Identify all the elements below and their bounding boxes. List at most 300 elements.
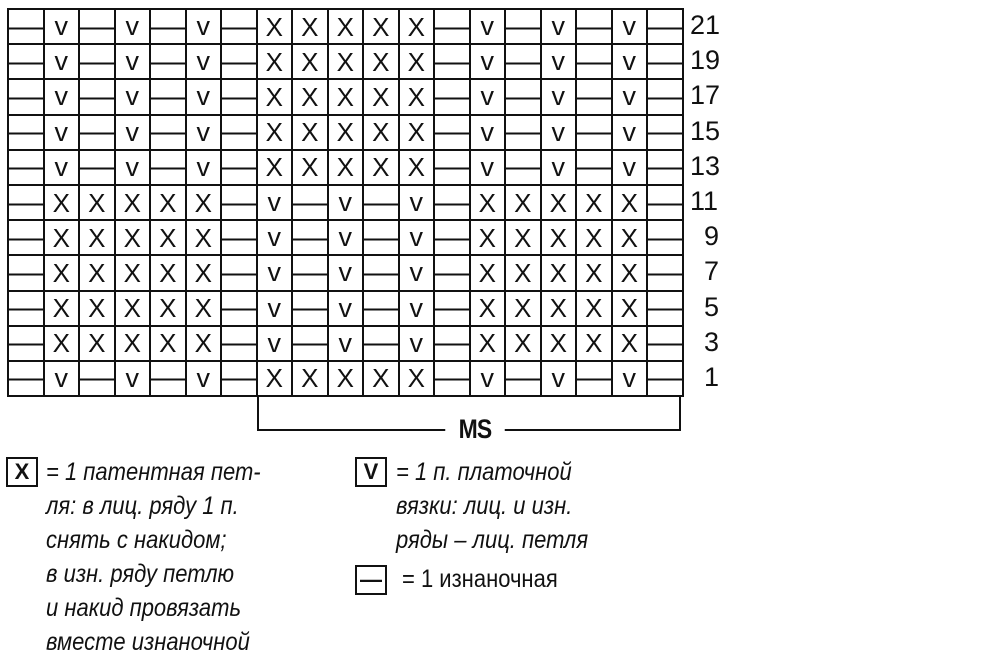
purl-stitch-symbol: — xyxy=(433,150,471,184)
purl-stitch-symbol: — xyxy=(575,150,613,184)
patent-stitch-symbol: X xyxy=(620,328,638,359)
patent-stitch-symbol: X xyxy=(549,222,567,253)
chart-cell-garter-stitch xyxy=(329,327,365,362)
patent-stitch-symbol: X xyxy=(620,222,638,253)
chart-cell-garter-stitch xyxy=(187,10,223,45)
chart-cell-patent-stitch xyxy=(329,80,365,115)
legend-garter-stitch-line-1: = 1 п. платочной xyxy=(396,458,572,486)
garter-stitch-symbol: v xyxy=(551,151,565,182)
garter-stitch-symbol: v xyxy=(267,222,281,253)
chart-cell-purl-stitch xyxy=(151,116,187,151)
purl-stitch-symbol: — xyxy=(504,361,542,395)
patent-stitch-symbol: X xyxy=(52,293,70,324)
chart-cell-purl-stitch xyxy=(80,80,116,115)
chart-cell-garter-stitch xyxy=(400,292,436,327)
chart-cell-patent-stitch xyxy=(506,327,542,362)
chart-cell-patent-stitch xyxy=(151,327,187,362)
chart-cell-garter-stitch xyxy=(613,116,649,151)
chart-cell-purl-stitch xyxy=(364,292,400,327)
purl-stitch-symbol: — xyxy=(78,150,116,184)
chart-cell-garter-stitch xyxy=(45,116,81,151)
chart-cell-patent-stitch xyxy=(364,362,400,397)
patent-stitch-symbol: X xyxy=(549,257,567,288)
patent-stitch-symbol: X xyxy=(585,328,603,359)
chart-cell-patent-stitch xyxy=(364,10,400,45)
legend-patent-stitch-line-1: = 1 патентная пет- xyxy=(46,458,261,486)
chart-cell-patent-stitch xyxy=(258,151,294,186)
garter-stitch-symbol: v xyxy=(54,46,68,77)
chart-cell-garter-stitch xyxy=(116,10,152,45)
chart-cell-purl-stitch xyxy=(222,116,258,151)
row-number: 3 xyxy=(704,326,720,357)
purl-stitch-symbol: — xyxy=(220,9,258,43)
chart-cell-patent-stitch xyxy=(364,45,400,80)
chart-cell-purl-stitch xyxy=(648,292,684,327)
row-number: 17 xyxy=(690,80,721,111)
purl-stitch-symbol: — xyxy=(149,115,187,149)
patent-stitch-symbol: X xyxy=(194,293,212,324)
legend-patent-stitch-line-6: вместе изнаночной xyxy=(46,628,250,656)
patent-stitch-symbol: X xyxy=(407,11,425,42)
patent-stitch-symbol: X xyxy=(265,117,283,148)
patent-stitch-symbol: X xyxy=(407,81,425,112)
garter-stitch-symbol: v xyxy=(409,292,423,323)
chart-cell-purl-stitch xyxy=(435,80,471,115)
patent-stitch-symbol: X xyxy=(514,328,532,359)
chart-cell-garter-stitch xyxy=(116,116,152,151)
row-number: 9 xyxy=(704,221,720,252)
chart-cell-garter-stitch xyxy=(542,362,578,397)
garter-stitch-symbol: v xyxy=(551,11,565,42)
garter-stitch-symbol: v xyxy=(125,151,139,182)
purl-stitch-symbol: — xyxy=(433,79,471,113)
purl-stitch-symbol: — xyxy=(78,79,116,113)
purl-stitch-symbol: — xyxy=(504,44,542,78)
purl-stitch-symbol: — xyxy=(220,220,258,254)
purl-stitch-symbol: — xyxy=(7,115,45,149)
chart-cell-purl-stitch xyxy=(435,116,471,151)
patent-stitch-symbol: X xyxy=(407,363,425,394)
row-number: 19 xyxy=(690,45,721,76)
chart-cell-patent-stitch xyxy=(400,80,436,115)
chart-cell-patent-stitch xyxy=(542,327,578,362)
chart-cell-garter-stitch xyxy=(45,80,81,115)
row-number: 5 xyxy=(704,291,720,322)
purl-stitch-symbol: — xyxy=(78,361,116,395)
patent-stitch-symbol: X xyxy=(336,363,354,394)
purl-stitch-symbol: — xyxy=(291,220,329,254)
purl-stitch-symbol: — xyxy=(433,255,471,289)
row-number: 7 xyxy=(704,256,720,287)
garter-stitch-symbol: v xyxy=(267,292,281,323)
chart-cell-patent-stitch xyxy=(577,256,613,291)
patent-stitch-symbol: X xyxy=(336,152,354,183)
chart-cell-purl-stitch xyxy=(9,256,45,291)
purl-stitch-symbol: — xyxy=(646,255,684,289)
chart-cell-purl-stitch xyxy=(9,151,45,186)
garter-stitch-symbol: v xyxy=(551,46,565,77)
chart-cell-garter-stitch xyxy=(45,151,81,186)
chart-cell-garter-stitch xyxy=(116,80,152,115)
purl-stitch-symbol: — xyxy=(149,9,187,43)
chart-cell-purl-stitch xyxy=(222,362,258,397)
legend-patent-stitch-line-4: в изн. ряду петлю xyxy=(46,560,235,588)
chart-cell-garter-stitch xyxy=(329,256,365,291)
chart-cell-purl-stitch xyxy=(151,362,187,397)
purl-stitch-symbol: — xyxy=(504,115,542,149)
patent-stitch-symbol: X xyxy=(549,187,567,218)
chart-cell-purl-stitch xyxy=(9,221,45,256)
chart-cell-garter-stitch xyxy=(258,221,294,256)
chart-cell-patent-stitch xyxy=(151,221,187,256)
chart-cell-purl-stitch xyxy=(648,256,684,291)
chart-cell-garter-stitch xyxy=(542,10,578,45)
chart-cell-patent-stitch xyxy=(542,186,578,221)
chart-cell-garter-stitch xyxy=(400,221,436,256)
chart-cell-patent-stitch xyxy=(80,327,116,362)
chart-cell-garter-stitch xyxy=(471,116,507,151)
legend-purl-stitch-symbol: — xyxy=(355,565,387,595)
purl-stitch-symbol: — xyxy=(433,185,471,219)
patent-stitch-symbol: X xyxy=(265,81,283,112)
patent-stitch-symbol: X xyxy=(336,11,354,42)
chart-cell-garter-stitch xyxy=(471,10,507,45)
purl-stitch-symbol: — xyxy=(7,185,45,219)
chart-cell-patent-stitch xyxy=(400,45,436,80)
chart-cell-patent-stitch xyxy=(329,116,365,151)
garter-stitch-symbol: v xyxy=(125,81,139,112)
purl-stitch-symbol: — xyxy=(78,44,116,78)
chart-cell-purl-stitch xyxy=(364,256,400,291)
chart-cell-purl-stitch xyxy=(293,292,329,327)
purl-stitch-symbol: — xyxy=(220,79,258,113)
patent-stitch-symbol: X xyxy=(159,293,177,324)
chart-cell-garter-stitch xyxy=(187,80,223,115)
chart-cell-patent-stitch xyxy=(613,186,649,221)
chart-cell-garter-stitch xyxy=(116,362,152,397)
patent-stitch-symbol: X xyxy=(514,222,532,253)
legend-garter-stitch-line-2: вязки: лиц. и изн. xyxy=(396,492,573,520)
garter-stitch-symbol: v xyxy=(196,11,210,42)
chart-cell-purl-stitch xyxy=(648,327,684,362)
patent-stitch-symbol: X xyxy=(123,328,141,359)
patent-stitch-symbol: X xyxy=(52,222,70,253)
purl-stitch-symbol: — xyxy=(646,326,684,360)
legend-purl-stitch-text: = 1 изнаночная xyxy=(402,565,558,593)
legend-garter-stitch-line-3: ряды – лиц. петля xyxy=(396,526,589,554)
patent-stitch-symbol: X xyxy=(52,187,70,218)
chart-cell-purl-stitch xyxy=(506,45,542,80)
chart-cell-patent-stitch xyxy=(151,292,187,327)
chart-cell-garter-stitch xyxy=(400,256,436,291)
chart-cell-purl-stitch xyxy=(577,10,613,45)
pattern-repeat-label: MS xyxy=(445,414,505,445)
chart-cell-purl-stitch xyxy=(577,151,613,186)
patent-stitch-symbol: X xyxy=(372,117,390,148)
patent-stitch-symbol: X xyxy=(372,363,390,394)
garter-stitch-symbol: v xyxy=(196,362,210,393)
patent-stitch-symbol: X xyxy=(301,81,319,112)
chart-cell-purl-stitch xyxy=(222,10,258,45)
patent-stitch-symbol: X xyxy=(372,152,390,183)
chart-cell-purl-stitch xyxy=(435,221,471,256)
chart-cell-purl-stitch xyxy=(577,116,613,151)
purl-stitch-symbol: — xyxy=(7,291,45,325)
chart-cell-patent-stitch xyxy=(45,221,81,256)
garter-stitch-symbol: v xyxy=(196,116,210,147)
legend-patent-stitch-line-3: снять с накидом; xyxy=(46,526,227,554)
patent-stitch-symbol: X xyxy=(407,152,425,183)
chart-cell-patent-stitch xyxy=(258,80,294,115)
chart-cell-purl-stitch xyxy=(577,80,613,115)
chart-cell-patent-stitch xyxy=(471,327,507,362)
patent-stitch-symbol: X xyxy=(88,328,106,359)
chart-cell-patent-stitch xyxy=(45,256,81,291)
patent-stitch-symbol: X xyxy=(585,293,603,324)
chart-cell-purl-stitch xyxy=(435,45,471,80)
chart-cell-patent-stitch xyxy=(542,292,578,327)
purl-stitch-symbol: — xyxy=(220,185,258,219)
purl-stitch-symbol: — xyxy=(575,79,613,113)
patent-stitch-symbol: X xyxy=(301,363,319,394)
garter-stitch-symbol: v xyxy=(409,222,423,253)
chart-cell-patent-stitch xyxy=(293,80,329,115)
legend-patent-stitch-symbol: X xyxy=(6,457,38,487)
chart-cell-purl-stitch xyxy=(648,80,684,115)
garter-stitch-symbol: v xyxy=(480,362,494,393)
chart-cell-patent-stitch xyxy=(613,221,649,256)
chart-cell-patent-stitch xyxy=(293,45,329,80)
chart-cell-garter-stitch xyxy=(542,45,578,80)
chart-cell-garter-stitch xyxy=(258,292,294,327)
patent-stitch-symbol: X xyxy=(88,187,106,218)
chart-cell-purl-stitch xyxy=(80,362,116,397)
chart-cell-garter-stitch xyxy=(542,151,578,186)
chart-cell-purl-stitch xyxy=(506,10,542,45)
purl-stitch-symbol: — xyxy=(646,291,684,325)
purl-stitch-symbol: — xyxy=(646,79,684,113)
row-number: 15 xyxy=(690,115,721,146)
chart-cell-garter-stitch xyxy=(116,151,152,186)
chart-cell-garter-stitch xyxy=(258,256,294,291)
patent-stitch-symbol: X xyxy=(194,328,212,359)
purl-stitch-symbol: — xyxy=(362,255,400,289)
patent-stitch-symbol: X xyxy=(88,257,106,288)
chart-cell-patent-stitch xyxy=(187,256,223,291)
chart-cell-purl-stitch xyxy=(151,45,187,80)
chart-cell-patent-stitch xyxy=(577,327,613,362)
garter-stitch-symbol: v xyxy=(54,116,68,147)
chart-cell-patent-stitch xyxy=(116,186,152,221)
chart-cell-purl-stitch xyxy=(151,80,187,115)
chart-cell-garter-stitch xyxy=(471,45,507,80)
chart-cell-garter-stitch xyxy=(329,221,365,256)
chart-cell-garter-stitch xyxy=(613,45,649,80)
purl-stitch-symbol: — xyxy=(291,255,329,289)
chart-cell-patent-stitch xyxy=(258,45,294,80)
purl-stitch-symbol: — xyxy=(433,44,471,78)
garter-stitch-symbol: v xyxy=(480,151,494,182)
chart-cell-patent-stitch xyxy=(400,151,436,186)
garter-stitch-symbol: v xyxy=(125,46,139,77)
garter-stitch-symbol: v xyxy=(54,362,68,393)
purl-stitch-symbol: — xyxy=(7,361,45,395)
purl-stitch-symbol: — xyxy=(78,9,116,43)
patent-stitch-symbol: X xyxy=(159,257,177,288)
chart-cell-purl-stitch xyxy=(222,45,258,80)
chart-cell-purl-stitch xyxy=(222,186,258,221)
patent-stitch-symbol: X xyxy=(372,46,390,77)
purl-stitch-symbol: — xyxy=(504,79,542,113)
purl-stitch-symbol: — xyxy=(504,150,542,184)
garter-stitch-symbol: v xyxy=(622,362,636,393)
purl-stitch-symbol: — xyxy=(362,326,400,360)
purl-stitch-symbol: — xyxy=(433,220,471,254)
chart-cell-garter-stitch xyxy=(471,151,507,186)
chart-cell-patent-stitch xyxy=(364,151,400,186)
patent-stitch-symbol: X xyxy=(265,46,283,77)
chart-cell-purl-stitch xyxy=(9,10,45,45)
garter-stitch-symbol: v xyxy=(622,151,636,182)
purl-stitch-symbol: — xyxy=(433,361,471,395)
chart-cell-purl-stitch xyxy=(293,327,329,362)
chart-cell-patent-stitch xyxy=(613,327,649,362)
garter-stitch-symbol: v xyxy=(622,46,636,77)
purl-stitch-symbol: — xyxy=(220,326,258,360)
purl-stitch-symbol: — xyxy=(575,361,613,395)
chart-cell-purl-stitch xyxy=(364,221,400,256)
purl-stitch-symbol: — xyxy=(7,326,45,360)
legend-garter-stitch-symbol: V xyxy=(355,457,387,487)
purl-stitch-symbol: — xyxy=(504,9,542,43)
chart-cell-purl-stitch xyxy=(222,151,258,186)
chart-cell-patent-stitch xyxy=(258,116,294,151)
chart-cell-purl-stitch xyxy=(364,186,400,221)
purl-stitch-symbol: — xyxy=(149,44,187,78)
purl-stitch-symbol: — xyxy=(7,220,45,254)
chart-cell-garter-stitch xyxy=(329,292,365,327)
patent-stitch-symbol: X xyxy=(549,293,567,324)
patent-stitch-symbol: X xyxy=(478,222,496,253)
chart-cell-patent-stitch xyxy=(293,10,329,45)
chart-cell-garter-stitch xyxy=(258,327,294,362)
purl-stitch-symbol: — xyxy=(7,255,45,289)
chart-cell-patent-stitch xyxy=(187,327,223,362)
purl-stitch-symbol: — xyxy=(433,291,471,325)
chart-cell-patent-stitch xyxy=(577,221,613,256)
chart-cell-purl-stitch xyxy=(648,10,684,45)
purl-stitch-symbol: — xyxy=(149,150,187,184)
garter-stitch-symbol: v xyxy=(196,46,210,77)
row-number: 21 xyxy=(690,10,721,40)
purl-stitch-symbol: — xyxy=(7,79,45,113)
chart-cell-patent-stitch xyxy=(577,186,613,221)
garter-stitch-symbol: v xyxy=(125,362,139,393)
chart-cell-patent-stitch xyxy=(329,10,365,45)
legend-patent-stitch-line-2: ля: в лиц. ряду 1 п. xyxy=(46,492,239,520)
purl-stitch-symbol: — xyxy=(7,44,45,78)
chart-cell-purl-stitch xyxy=(9,292,45,327)
purl-stitch-symbol: — xyxy=(362,291,400,325)
purl-stitch-symbol: — xyxy=(220,361,258,395)
chart-cell-patent-stitch xyxy=(400,362,436,397)
patent-stitch-symbol: X xyxy=(194,257,212,288)
garter-stitch-symbol: v xyxy=(54,11,68,42)
garter-stitch-symbol: v xyxy=(480,46,494,77)
chart-cell-patent-stitch xyxy=(258,362,294,397)
chart-cell-patent-stitch xyxy=(151,256,187,291)
chart-cell-garter-stitch xyxy=(45,45,81,80)
chart-cell-purl-stitch xyxy=(648,151,684,186)
chart-cell-garter-stitch xyxy=(187,151,223,186)
chart-cell-garter-stitch xyxy=(542,116,578,151)
patent-stitch-symbol: X xyxy=(549,328,567,359)
patent-stitch-symbol: X xyxy=(514,293,532,324)
chart-cell-purl-stitch xyxy=(506,80,542,115)
patent-stitch-symbol: X xyxy=(336,117,354,148)
chart-cell-purl-stitch xyxy=(364,327,400,362)
chart-cell-purl-stitch xyxy=(435,327,471,362)
chart-cell-patent-stitch xyxy=(80,186,116,221)
patent-stitch-symbol: X xyxy=(52,257,70,288)
patent-stitch-symbol: X xyxy=(301,11,319,42)
patent-stitch-symbol: X xyxy=(265,363,283,394)
chart-cell-patent-stitch xyxy=(471,186,507,221)
patent-stitch-symbol: X xyxy=(159,328,177,359)
patent-stitch-symbol: X xyxy=(159,222,177,253)
purl-stitch-symbol: — xyxy=(78,115,116,149)
patent-stitch-symbol: X xyxy=(407,117,425,148)
chart-cell-patent-stitch xyxy=(506,186,542,221)
chart-cell-patent-stitch xyxy=(613,292,649,327)
purl-stitch-symbol: — xyxy=(149,79,187,113)
patent-stitch-symbol: X xyxy=(123,293,141,324)
patent-stitch-symbol: X xyxy=(301,152,319,183)
chart-cell-purl-stitch xyxy=(648,45,684,80)
purl-stitch-symbol: — xyxy=(220,115,258,149)
chart-cell-patent-stitch xyxy=(329,362,365,397)
chart-cell-patent-stitch xyxy=(116,221,152,256)
patent-stitch-symbol: X xyxy=(514,257,532,288)
chart-cell-purl-stitch xyxy=(151,10,187,45)
chart-cell-patent-stitch xyxy=(506,221,542,256)
chart-cell-purl-stitch xyxy=(435,362,471,397)
garter-stitch-symbol: v xyxy=(125,11,139,42)
patent-stitch-symbol: X xyxy=(301,46,319,77)
chart-cell-garter-stitch xyxy=(613,151,649,186)
chart-cell-purl-stitch xyxy=(293,186,329,221)
garter-stitch-symbol: v xyxy=(267,257,281,288)
garter-stitch-symbol: v xyxy=(338,327,352,358)
patent-stitch-symbol: X xyxy=(336,46,354,77)
purl-stitch-symbol: — xyxy=(362,220,400,254)
garter-stitch-symbol: v xyxy=(54,151,68,182)
patent-stitch-symbol: X xyxy=(123,257,141,288)
garter-stitch-symbol: v xyxy=(409,187,423,218)
patent-stitch-symbol: X xyxy=(514,187,532,218)
chart-cell-patent-stitch xyxy=(400,10,436,45)
chart-cell-patent-stitch xyxy=(329,151,365,186)
garter-stitch-symbol: v xyxy=(338,222,352,253)
chart-cell-patent-stitch xyxy=(151,186,187,221)
patent-stitch-symbol: X xyxy=(620,257,638,288)
knitting-chart-grid xyxy=(7,8,684,397)
chart-cell-purl-stitch xyxy=(506,151,542,186)
chart-cell-purl-stitch xyxy=(9,45,45,80)
purl-stitch-symbol: — xyxy=(433,115,471,149)
purl-stitch-symbol: — xyxy=(149,361,187,395)
purl-stitch-symbol: — xyxy=(433,9,471,43)
